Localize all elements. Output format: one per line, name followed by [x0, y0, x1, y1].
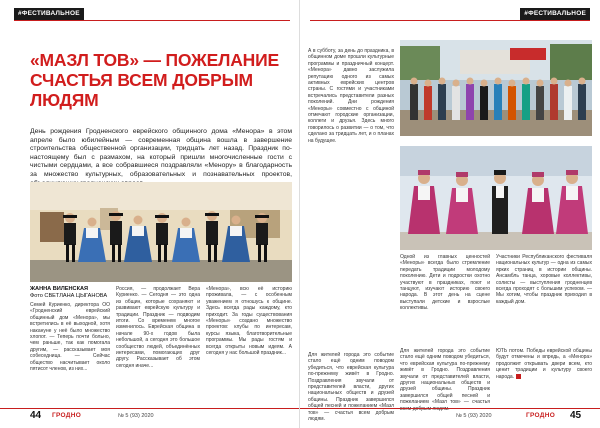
article-column-2: Одной из главных ценностей «Меноры» всегда было стремление передать традиции молодому поколению. Дети и подростки охотно участвуют в праздниках, поют и танцуют, изучают историю своего народа. В этот день на сцене выступали детские и взрослые коллективы. — [400, 254, 490, 312]
footer-issue: № 5 (93) 2020 — [118, 413, 154, 419]
article-column-1: А в субботу, за день до праздника, в общинном доме прошли культурные программы и праздничный концерт. «Менора» давно заслужила репутацию одного из самых активных еврейских центров страны. С гостями и участниками встречались представители разных поколений. Дни рождения «Меноры» совместно с общиной отмечают городские организации, коллеги и друзья. Здесь много говорилось о развитии — о том, что сделано за тридцать лет, и о планах на будущее. — [308, 48, 394, 144]
article-headline: «МАЗЛ ТОВ» — ПОЖЕЛАНИЕ СЧАСТЬЯ ВСЕМ ДОБРЫМ ЛЮДЯМ — [30, 50, 279, 110]
dancers-photo — [30, 182, 292, 282]
right-page — [300, 0, 600, 428]
article-column-6 — [496, 348, 592, 404]
page-number: 45 — [570, 410, 582, 421]
article-column-3: Участники Республиканского фестиваля национальных культур — одна из самых ярких страниц в истории общины. Ансамбль танца, хоровые коллективы, солисты — выступления гродненцев всегда проходят с большим успехом. — Мы хотим, чтобы праздник приходил в каждый дом. — [496, 254, 592, 305]
page-footer — [0, 408, 299, 422]
article-column-1: Семей Куриенко, директора ОО «Гродненский еврейский общинный дом «Менора», мы встретились в её выходной, хотя накануне у неё было множество хлопот. — Теперь почти больно, чем раньше, так как помогала другим, — рассказывает моя собеседница. — Сейчас общество насчитывает около пятисот членов, из них... — [30, 302, 110, 373]
article-lead: День рождения Гродненского еврейского общинного дома «Менора» в этом апреле было юбилейным — современная община вошла в завершение строительства общественной организации, тридцать лет назад. Праздник по-настоящему был с размахом, на который пришли многочисленные гости с чистыми сердцами, а все собравшиеся поздравляли «Менору» в благодарность за множество культурных, образовательных и познавательных проектов, — [30, 128, 292, 178]
rubric-rule — [310, 20, 590, 21]
article-column-2: Россия, — продолжает Вера Куриенко. — Сегодня — это одна из общин, которые сохраняют и развивают еврейскую культуру и традиции. Праздник — подводим итоги. Со временем многое изменилось. Еврейская община в начале 90-х годов была небольшой, а сегодня это большое сообщество людей, объединённых интересами, помогающих друг другу. Рассказывает об этом сегодня иначе... — [116, 286, 200, 369]
closing-text: ЮТЬ потом. Победы еврейской общины будут отмечены и впредь, а «Менора» продолжит открывать двери всем, кто ценит традиции и культуру своего народа. — [496, 348, 592, 380]
crowd-photo — [400, 40, 592, 136]
footer-masthead: ГРОДНО — [526, 412, 556, 419]
photo-credit — [30, 286, 110, 300]
singers-photo — [400, 146, 592, 250]
credit-author: ЖАННА ВИЛЕНСКАЯ — [30, 286, 89, 292]
rubric-label: #ФЕСТИВАЛЬНОЕ — [14, 8, 84, 20]
footer-masthead: ГРОДНО — [52, 412, 82, 419]
article-column-4: Для жителей города это событие стало ещё одним поводом убедиться, что еврейская культура по-прежнему живёт в Гродно. Поздравления звучали от представителей власти, других национальных обществ и друзей общины. Праздник завершился общей песней и пожеланием «Мазл тов» — счастья всем добрым людям. — [308, 352, 394, 423]
footer-issue: № 5 (93) 2020 — [456, 413, 492, 419]
page-number: 44 — [30, 410, 42, 421]
article-column-3: «Менора», всю её историю проживала, — с особенным уважением я отношусь к общине. Здесь всегда рады каждому, кто приходит. За годы существования «Меноры» создано множество проектов: клубы по интересам, курсы языка, благотворительные программы. Мы рады гостям и всегда открыты новым идеям. А сегодня у нас большой праздник... — [206, 286, 292, 357]
rubric-label: #ФЕСТИВАЛЬНОЕ — [520, 8, 590, 20]
end-mark — [516, 374, 521, 379]
credit-photographer: Фото СВЕТЛАНА ЦЫГАНОВА — [30, 293, 108, 299]
page-footer — [300, 408, 600, 422]
article-column-5: Для жителей города это событие стало ещё одним поводом убедиться, что еврейская культура по-прежнему живёт в Гродно. Поздравления звучали от представителей власти, других национальных обществ и друзей общины. Праздник завершился общей песней и пожеланием «Мазл тов» — счастья всем добрым людям. — [400, 348, 490, 412]
rubric-rule — [14, 20, 290, 21]
